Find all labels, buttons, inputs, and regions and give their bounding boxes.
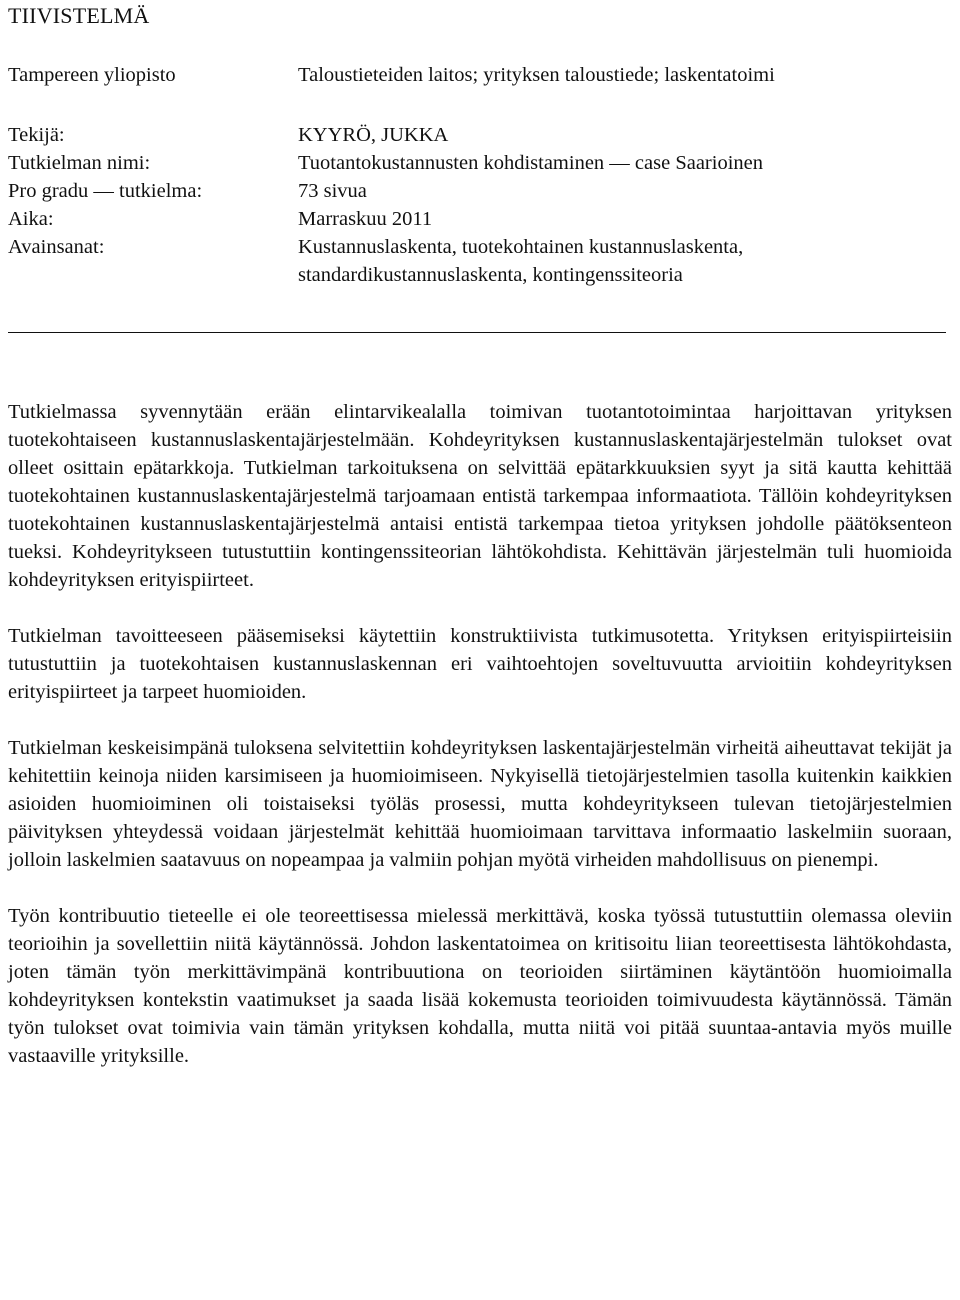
horizontal-divider <box>8 332 946 333</box>
department-value: Taloustieteiden laitos; yrityksen taloustiede; laskentatoimi <box>298 64 775 86</box>
author-value: KYYRÖ, JUKKA <box>298 124 449 146</box>
abstract-paragraph: Tutkielman tavoitteeseen pääsemiseksi käytettiin konstruktiivista tutkimusotetta. Yrityksen erityispiirteisiin tutustuttiin ja tuotekohtaisen kustannuslaskennan eri vaihtoehtojen soveltuvuutta arvioitiin kohdeyrityksen erityispiirteet ja tarpeet huomioiden. <box>8 625 952 703</box>
thesis-title-row <box>8 149 958 177</box>
thesis-type-label: Pro gradu ― tutkielma: <box>8 180 203 202</box>
thesis-metadata <box>8 61 958 289</box>
page-count-value: 73 sivua <box>298 180 367 202</box>
date-row <box>8 205 958 233</box>
page-title: TIIVISTELMÄ <box>8 3 150 28</box>
abstract-body <box>8 398 952 1070</box>
keywords-row <box>8 233 958 289</box>
abstract-page <box>8 0 958 1070</box>
abstract-paragraph: Työn kontribuutio tieteelle ei ole teoreettisessa mielessä merkittävä, koska työssä tutustuttiin olemassa oleviin teorioihin ja sovellettiin niitä käytännössä. Johdon laskentatoimea on kritisoitu liian teoreettisesta lähtökohdasta, joten tämän työn merkittävimpänä kontribuutiona on teorioiden siirtäminen käytäntöön huomioimalla kohdeyrityksen kontekstin vaatimukset ja saada lisää kokemusta teorioiden toimivuudesta käytännössä. Tämän työn tulokset ovat toimivia vain tämän yrityksen kohdalla, mutta niitä voi pitää suuntaa-antavia myös muille vastaaville yrityksille. <box>8 905 952 1067</box>
date-value: Marraskuu 2011 <box>298 208 433 230</box>
university-label: Tampereen yliopisto <box>8 64 176 86</box>
keywords-label: Avainsanat: <box>8 236 105 258</box>
thesis-title-label: Tutkielman nimi: <box>8 152 151 174</box>
university-row <box>8 61 958 89</box>
abstract-paragraph: Tutkielmassa syvennytään erään elintarvikealalla toimivan tuotantotoimintaa harjoittavan yrityksen tuotekohtaiseen kustannuslaskentajärjestelmään. Kohdeyrityksen kustannuslaskentajärjestelmän tulokset ovat olleet osittain epätarkkoja. Tutkielman tarkoituksena on selvittää epätarkkuuksien syyt ja sitä kautta kehittää tuotekohtainen kustannuslaskentajärjestelmä tarjoamaan entistä tarkempaa informaatiota. Tällöin kohdeyrityksen tuotekohtainen kustannuslaskentajärjestelmä antaisi entistä tarkempaa tietoa yrityksen johdolle päätöksenteon tueksi. Kohdeyritykseen tutustuttiin kontingenssiteorian lähtökohdista. Kehittävän järjestelmän tuli huomioida kohdeyrityksen erityispiirteet. <box>8 401 952 591</box>
abstract-paragraph: Tutkielman keskeisimpänä tuloksena selvitettiin kohdeyrityksen laskentajärjestelmän virheitä aiheuttavat tekijät ja kehitettiin keinoja niiden karsimiseen ja huomioimiseen. Nykyisellä tietojärjestelmien tasolla kuitenkin kaikkien asioiden huomioiminen oli toistaiseksi työläs prosessi, mutta kohdeyritykseen tulevan tietojärjestelmien päivityksen yhteydessä voidaan järjestelmät kehittää huomioimaan tarvittava informaatio laskelmiin suoraan, jolloin laskelmien saatavuus on nopeampaa ja valmiin pohjan myötä virheiden mahdollisuus on pienempi. <box>8 737 952 871</box>
thesis-type-row <box>8 177 958 205</box>
keywords-value: Kustannuslaskenta, tuotekohtainen kustannuslaskenta, standardikustannuslaskenta, kontingenssiteoria <box>298 236 744 286</box>
date-label: Aika: <box>8 208 54 230</box>
thesis-title-value: Tuotantokustannusten kohdistaminen ― case Saarioinen <box>298 152 763 174</box>
author-row <box>8 121 958 149</box>
author-label: Tekijä: <box>8 124 65 146</box>
